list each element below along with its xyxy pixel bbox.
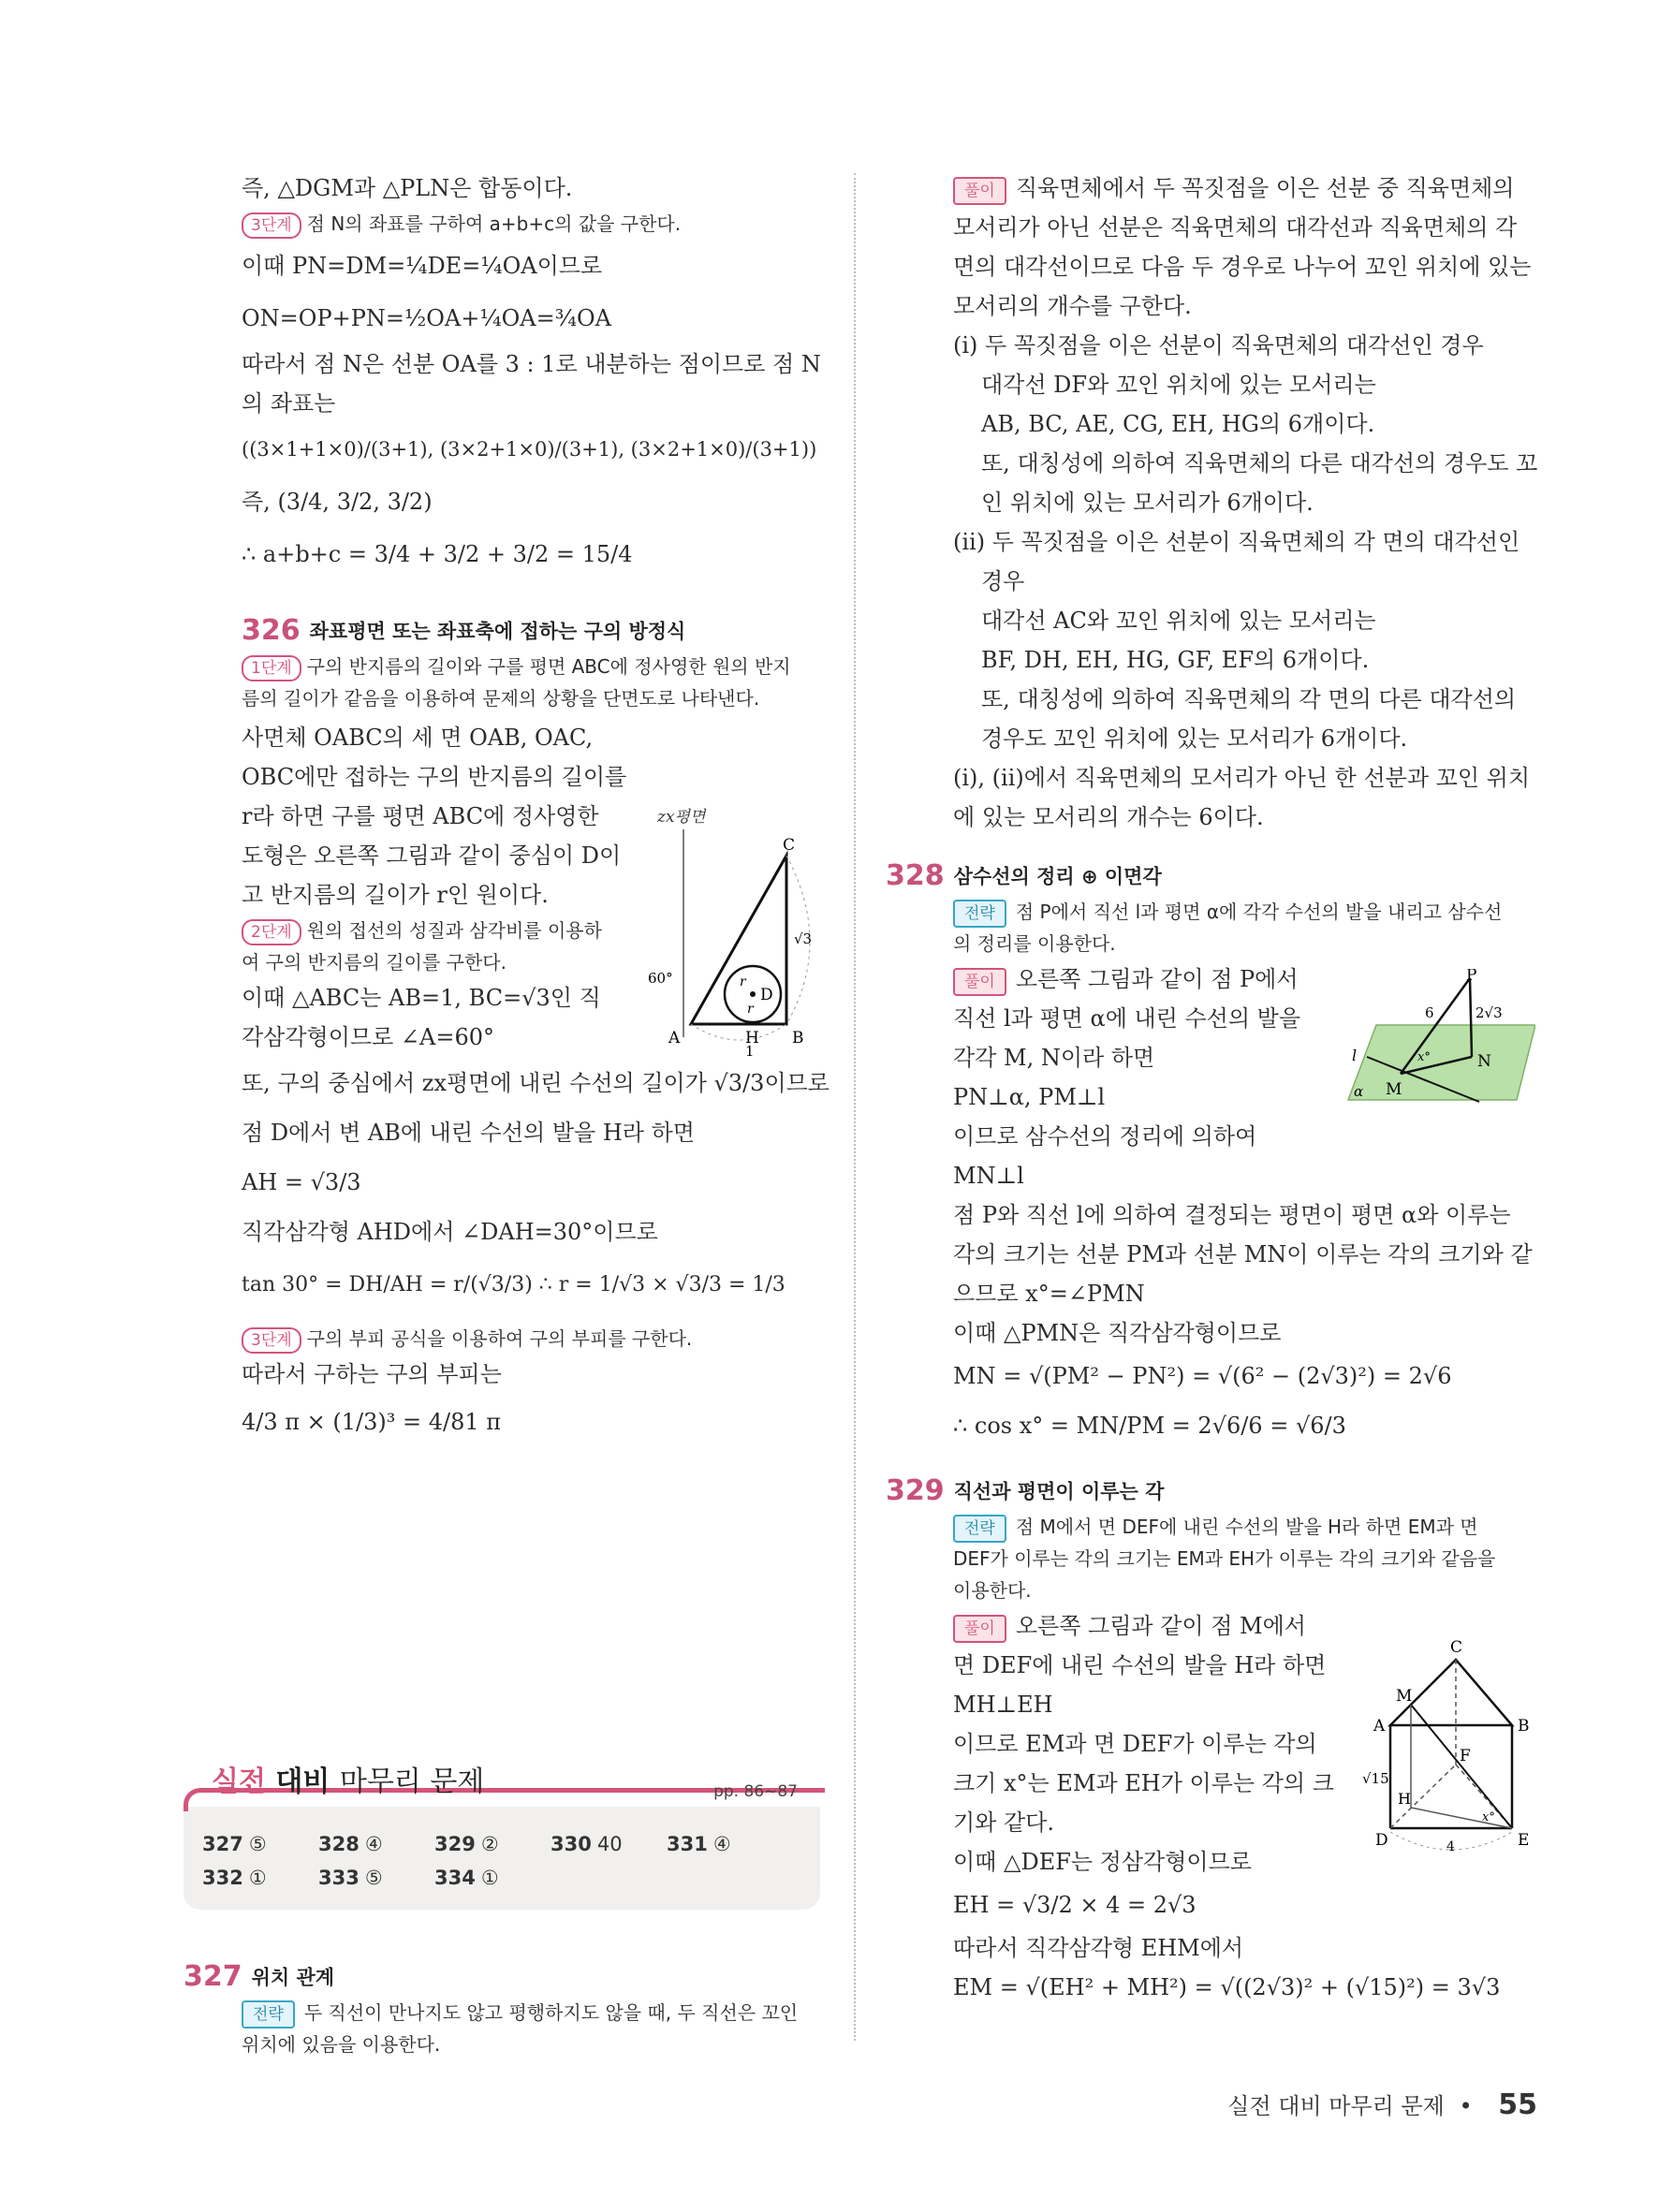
problem-327-block xyxy=(184,1938,820,2060)
step-line xyxy=(242,208,822,240)
math-line: ((3×1+1×0)/(3+1), (3×2+1×0)/(3+1), (3×2+1×0)/(3+1)) xyxy=(242,438,817,461)
dashed-arc xyxy=(691,1024,786,1040)
answer-item: 327 ⑤ xyxy=(202,1833,267,1855)
step-badge: 1단계 xyxy=(242,655,301,681)
text-line: 각삼각형이므로 ∠A=60° xyxy=(242,1024,495,1050)
text-line: 이때 △ABC는 AB=1, BC=√3인 직 xyxy=(242,985,601,1011)
step-text: 름의 길이가 같음을 이용하여 문제의 상황을 단면도로 나타낸다. xyxy=(242,687,760,710)
center-point xyxy=(750,991,756,997)
label-m: M xyxy=(1386,1080,1402,1099)
segment-em xyxy=(1411,1705,1512,1828)
math-line: PN⊥α, PM⊥l xyxy=(953,1084,1106,1110)
math-line: ∴ a+b+c = 3/4 + 3/2 + 3/2 = 15/4 xyxy=(242,541,633,567)
label-four: 4 xyxy=(1446,1839,1455,1854)
step-text: 구의 반지름의 길이와 구를 평면 ABC에 정사영한 원의 반지 xyxy=(306,655,791,678)
text-line: 면의 대각선이므로 다음 두 경우로 나누어 꼬인 위치에 있는 xyxy=(953,254,1532,280)
label-a: A xyxy=(668,1029,681,1047)
problem-number: 326 xyxy=(242,614,301,647)
text-line: r라 하면 구를 평면 ABC에 정사영한 xyxy=(242,803,599,829)
label-c: C xyxy=(783,836,796,855)
strategy-text: 의 정리를 이용한다. xyxy=(953,932,1116,955)
text-line: 대각선 DF와 꼬인 위치에 있는 모서리는 xyxy=(981,372,1376,398)
strategy-badge: 전략 xyxy=(953,1515,1006,1543)
label-alpha: α xyxy=(1354,1083,1364,1100)
problem-header-329 xyxy=(886,1474,1534,1507)
label-d: D xyxy=(1375,1831,1388,1850)
math-line: MN⊥l xyxy=(953,1163,1024,1189)
footer-dot: • xyxy=(1459,2093,1473,2119)
text-line: 점 D에서 변 AB에 내린 수선의 발을 H라 하면 xyxy=(242,1120,695,1146)
text-line: 즉, △DGM과 △PLN은 합동이다. xyxy=(242,175,573,201)
problem-header-328 xyxy=(886,859,1534,892)
label-n: N xyxy=(1477,1052,1491,1071)
label-sqrt3: √3 xyxy=(794,930,813,947)
problem-title: 위치 관계 xyxy=(251,1966,335,1989)
label-a: A xyxy=(1373,1717,1386,1736)
problem-title: 좌표평면 또는 좌표축에 접하는 구의 방정식 xyxy=(309,620,686,643)
strategy-text: 이용한다. xyxy=(953,1579,1032,1602)
text-line: 인 위치에 있는 모서리가 6개이다. xyxy=(981,490,1314,516)
text-line: 풀이 오른쪽 그림과 같이 점 M에서 xyxy=(953,1606,1534,1646)
text-line: BF, DH, EH, HG, GF, EF의 6개이다. xyxy=(981,647,1370,673)
step-badge: 2단계 xyxy=(242,919,301,945)
math-line: MN = √(PM² − PN²) = √(6² − (2√3)²) = 2√6 xyxy=(953,1363,1452,1389)
column-divider xyxy=(854,173,856,2041)
problem-title: 삼수선의 정리 ⊕ 이면각 xyxy=(953,865,1162,888)
step-text: 점 N의 좌표를 구하여 a+b+c의 값을 구한다. xyxy=(306,212,682,235)
answer-item: 328 ④ xyxy=(318,1833,383,1855)
math-line: MH⊥EH xyxy=(953,1692,1053,1718)
solution-badge: 풀이 xyxy=(953,1615,1006,1643)
review-prefix: 실전 xyxy=(212,1765,266,1798)
text-line: 또, 구의 중심에서 zx평면에 내린 수선의 길이가 √3/3이므로 xyxy=(242,1070,830,1096)
label-six: 6 xyxy=(1425,1004,1434,1021)
solution-badge: 풀이 xyxy=(953,177,1006,205)
strategy-line: 전략 점 P에서 직선 l과 평면 α에 각각 수선의 발을 내리고 삼수선 xyxy=(953,896,1534,928)
problem-number: 329 xyxy=(886,1474,945,1507)
step-badge: 3단계 xyxy=(242,212,301,239)
strategy-badge: 전략 xyxy=(953,900,1006,928)
strategy-line: 전략 점 M에서 면 DEF에 내린 수선의 발을 H라 하면 EM과 면 xyxy=(953,1511,1534,1543)
text-line: 고 반지름의 길이가 r인 원이다. xyxy=(242,882,549,908)
text-line: 대각선 AC와 꼬인 위치에 있는 모서리는 xyxy=(981,608,1376,634)
page-number: 55 xyxy=(1498,2088,1537,2121)
step-text: 원의 접선의 성질과 삼각비를 이용하 xyxy=(306,919,602,942)
math-line: EM = √(EH² + MH²) = √((2√3)² + (√15)²) = 3√3 xyxy=(953,1974,1501,2000)
math-line: AH = √3/3 xyxy=(242,1169,361,1195)
label-p: P xyxy=(1466,969,1477,985)
answer-item: 331 ④ xyxy=(667,1833,731,1855)
math-line: ON=OP+PN=½OA+¼OA=¾OA xyxy=(242,305,612,331)
answer-item: 329 ② xyxy=(434,1833,499,1855)
text-line: 직선 l과 평면 α에 내린 수선의 발을 xyxy=(953,1005,1301,1032)
prism-figure-329 xyxy=(1362,1633,1549,1858)
footer-section: 실전 대비 마무리 문제 xyxy=(1227,2093,1445,2119)
label-r: r xyxy=(747,1002,754,1017)
answer-item: 332 ① xyxy=(202,1867,267,1889)
problem-title: 직선과 평면이 이루는 각 xyxy=(953,1480,1165,1503)
label-f: F xyxy=(1460,1747,1471,1765)
text-line: OBC에만 접하는 구의 반지름의 길이를 xyxy=(242,764,627,790)
step-text: 여 구의 반지름의 길이를 구한다. xyxy=(242,951,507,974)
label-h: H xyxy=(1398,1790,1411,1808)
step-badge: 3단계 xyxy=(242,1327,301,1354)
review-answer-box xyxy=(184,1751,820,1910)
step-line xyxy=(242,651,822,682)
label-x: x° xyxy=(1482,1810,1495,1824)
answer-item: 333 ⑤ xyxy=(318,1867,383,1889)
page-footer xyxy=(1227,2087,1537,2121)
math-line: EH = √3/2 × 4 = 2√3 xyxy=(953,1892,1197,1918)
label-r: r xyxy=(740,974,746,989)
label-m: M xyxy=(1396,1687,1413,1706)
text-line: 으므로 x°=∠PMN xyxy=(953,1281,1145,1307)
review-answer-panel xyxy=(184,1807,820,1910)
text-line: 이므로 삼수선의 정리에 의하여 xyxy=(953,1123,1257,1150)
answer-item: 334 ① xyxy=(434,1867,499,1889)
text-line: 풀이 직육면체에서 두 꼭짓점을 이은 선분 중 직육면체의 xyxy=(953,168,1534,208)
problem-number: 327 xyxy=(184,1960,242,1993)
text-line: 각각 M, N이라 하면 xyxy=(953,1045,1155,1071)
label-b: B xyxy=(792,1029,804,1047)
plane-figure-328 xyxy=(1339,969,1535,1109)
text-line: 도형은 오른쪽 그림과 같이 중심이 D이 xyxy=(242,842,622,869)
text-line: (ⅰ) 두 꼭짓점을 이은 선분이 직육면체의 대각선인 경우 xyxy=(953,332,1484,359)
text-line: 크기 x°는 EM과 EH가 이루는 각의 크 xyxy=(953,1770,1334,1796)
strategy-text: DEF가 이루는 각의 크기는 EM과 EH가 이루는 각의 크기와 같음을 xyxy=(953,1547,1496,1570)
text-line: (ⅱ) 두 꼭짓점을 이은 선분이 직육면체의 각 면의 대각선인 xyxy=(953,529,1520,555)
text-line: 사면체 OABC의 세 면 OAB, OAC, xyxy=(242,725,594,751)
problem-header-326 xyxy=(242,614,822,647)
label-l: l xyxy=(1352,1047,1358,1064)
text-line: 기와 같다. xyxy=(953,1809,1054,1836)
math-line: ∴ cos x° = MN/PM = 2√6/6 = √6/3 xyxy=(953,1413,1346,1439)
text-line: 에 있는 모서리의 개수는 6이다. xyxy=(953,804,1264,830)
label-angle: 60° xyxy=(648,970,673,987)
text-line: 따라서 직각삼각형 EHM에서 xyxy=(953,1935,1244,1961)
step-text: 구의 부피 공식을 이용하여 구의 부피를 구한다. xyxy=(306,1327,693,1350)
review-rest: 마무리 문제 xyxy=(339,1765,485,1798)
review-pages: pp. 86~87 xyxy=(713,1782,798,1801)
label-b: B xyxy=(1518,1717,1530,1736)
label-d: D xyxy=(760,986,773,1004)
answer-item: 330 40 xyxy=(551,1833,623,1855)
math-line: tan 30° = DH/AH = r/(√3/3) ∴ r = 1/√3 × √3/3 = 1/3 xyxy=(242,1273,785,1296)
text-line: AB, BC, AE, CG, EH, HG의 6개이다. xyxy=(981,411,1375,437)
text-line: 각의 크기는 선분 PM과 선분 MN이 이루는 각의 크기와 같 xyxy=(953,1241,1533,1267)
text-line: 이므로 EM과 면 DEF가 이루는 각의 xyxy=(953,1731,1317,1757)
step-line xyxy=(242,1323,822,1355)
text-line: 경우도 꼬인 위치에 있는 모서리가 6개이다. xyxy=(981,725,1408,752)
text-line: 점 P와 직선 l에 의하여 결정되는 평면이 평면 α와 이루는 xyxy=(953,1202,1511,1228)
problem-header-327 xyxy=(184,1960,820,1993)
text-line: 풀이 오른쪽 그림과 같이 점 P에서 xyxy=(953,960,1534,999)
label-h: H xyxy=(745,1029,759,1047)
text-line: 따라서 구하는 구의 부피는 xyxy=(242,1361,502,1387)
strategy-line xyxy=(242,1997,820,2029)
text-line: 따라서 점 N은 선분 OA를 3 : 1로 내분하는 점이므로 점 N xyxy=(242,351,821,377)
label-one: 1 xyxy=(745,1043,755,1060)
strategy-badge: 전략 xyxy=(242,2000,295,2029)
label-x: x° xyxy=(1417,1050,1431,1064)
label-sqrt15: √15 xyxy=(1362,1770,1389,1787)
text-line: 모서리의 개수를 구한다. xyxy=(953,293,1192,319)
problem-number: 328 xyxy=(886,859,945,892)
strategy-text: 위치에 있음을 이용한다. xyxy=(242,2033,441,2056)
strategy-text: 두 직선이 만나지도 않고 평행하지도 않을 때, 두 직선은 꼬인 xyxy=(303,2001,799,2024)
text-line: 면 DEF에 내린 수선의 발을 H라 하면 xyxy=(953,1652,1327,1678)
text-line: 또, 대칭성에 의하여 직육면체의 각 면의 다른 대각선의 xyxy=(981,686,1517,712)
text-line: 또, 대칭성에 의하여 직육면체의 다른 대각선의 경우도 꼬 xyxy=(981,450,1538,476)
text-line: 이때 △DEF는 정삼각형이므로 xyxy=(953,1849,1252,1875)
text-line: 직각삼각형 AHD에서 ∠DAH=30°이므로 xyxy=(242,1219,658,1245)
text-line: 이때 △PMN은 직각삼각형이므로 xyxy=(953,1320,1282,1346)
review-bold: 대비 xyxy=(275,1765,330,1798)
figure-label: zx평면 xyxy=(657,808,706,827)
plane-alpha xyxy=(1348,1025,1535,1100)
label-e: E xyxy=(1518,1831,1530,1850)
text-line: 경우 xyxy=(981,568,1025,594)
triangle-figure-326 xyxy=(646,803,843,1084)
text-line: 모서리가 아닌 선분은 직육면체의 대각선과 직육면체의 각 xyxy=(953,214,1518,241)
math-line: 이때 PN=DM=¼DE=¼OA이므로 xyxy=(242,253,603,279)
text-line: 의 좌표는 xyxy=(242,390,336,417)
label-two-sqrt3: 2√3 xyxy=(1475,1004,1503,1021)
text-line: (ⅰ), (ⅱ)에서 직육면체의 모서리가 아닌 한 선분과 꼬인 위치 xyxy=(953,765,1531,791)
math-line: 즉, (3/4, 3/2, 3/2) xyxy=(242,489,433,515)
label-c: C xyxy=(1450,1638,1463,1657)
solution-badge: 풀이 xyxy=(953,968,1006,996)
math-line: 4/3 π × (1/3)³ = 4/81 π xyxy=(242,1409,502,1435)
review-title xyxy=(212,1758,484,1799)
